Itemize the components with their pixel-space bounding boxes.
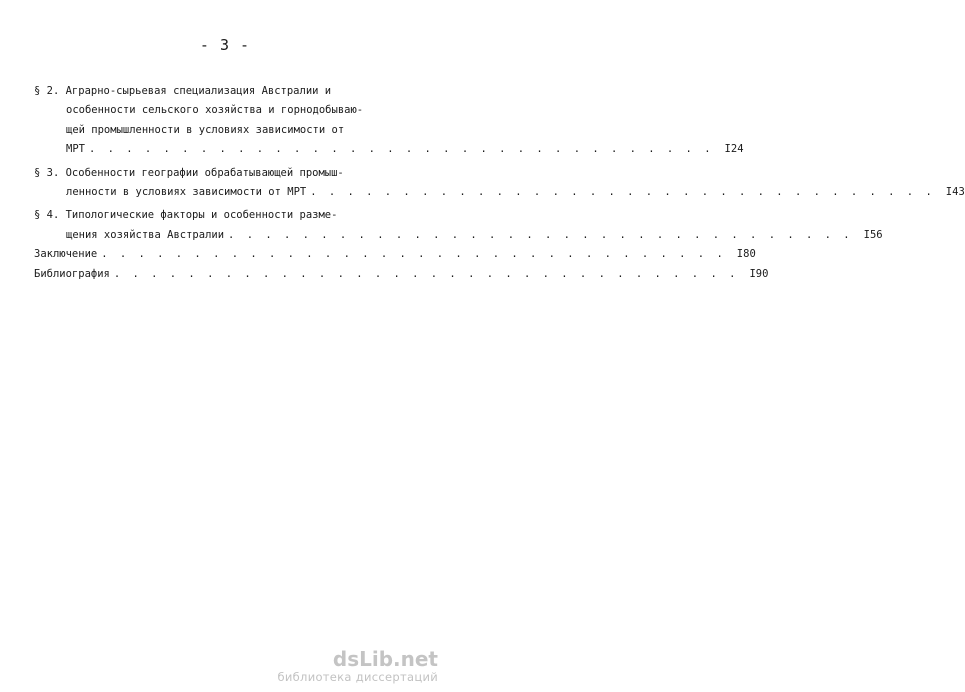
toc-s4-page-number: I56 [863,228,883,241]
watermark [277,648,438,684]
toc-s4-entry-row [34,226,883,245]
toc-s4-title-line1: § 4. Типологические факторы и особенности разме- [34,209,338,222]
toc-s3-entry-row [34,183,965,202]
toc-s3-page-number: I43 [945,185,965,198]
toc-s2-entry-row [34,140,744,159]
toc-bibliography-leader-dots: . . . . . . . . . . . . . . . . . . . . . . . . . . . . . . . . . . [113,267,739,280]
toc-s4-leader-dots: . . . . . . . . . . . . . . . . . . . . . . . . . . . . . . . . . . [228,228,853,241]
toc-conclusion-page-number: I80 [736,248,756,261]
toc-s3-leader-dots: . . . . . . . . . . . . . . . . . . . . . . . . . . . . . . . . . . [310,185,935,198]
toc-conclusion-label: Заключение [34,248,98,261]
toc-bibliography-entry-row [34,265,769,284]
watermark-subtitle: библиотека диссертаций [277,670,438,684]
toc-s4-title-line2: щения хозяйства Австралии [66,228,225,241]
toc-bibliography-label: Библиография [34,267,110,280]
toc-s2-title-line1: § 2. Аграрно-сырьевая специализация Австралии и [34,85,332,97]
toc-s3-title-line2: ленности в условиях зависимости от МРТ [66,185,307,198]
toc-conclusion-entry-row [34,245,756,264]
toc-bibliography-page-number: I90 [749,267,769,280]
toc-s2-title-line4: МРТ [66,143,85,156]
watermark-logo: dsLib.net [332,647,438,671]
toc-s2-title-line3: щей промышленности в условиях зависимости от [66,123,345,136]
toc-s2-title-line2: особенности сельского хозяйства и горнодобываю- [66,104,364,117]
table-of-contents [34,82,965,284]
toc-s2-leader-dots: . . . . . . . . . . . . . . . . . . . . . . . . . . . . . . . . . . [88,143,714,156]
page-number: - 3 - [199,36,251,54]
toc-s2-page-number: I24 [724,143,744,156]
toc-conclusion-leader-dots: . . . . . . . . . . . . . . . . . . . . . . . . . . . . . . . . . . [101,248,726,261]
toc-s3-title-line1: § 3. Особенности географии обрабатывающей промыш- [34,166,344,179]
